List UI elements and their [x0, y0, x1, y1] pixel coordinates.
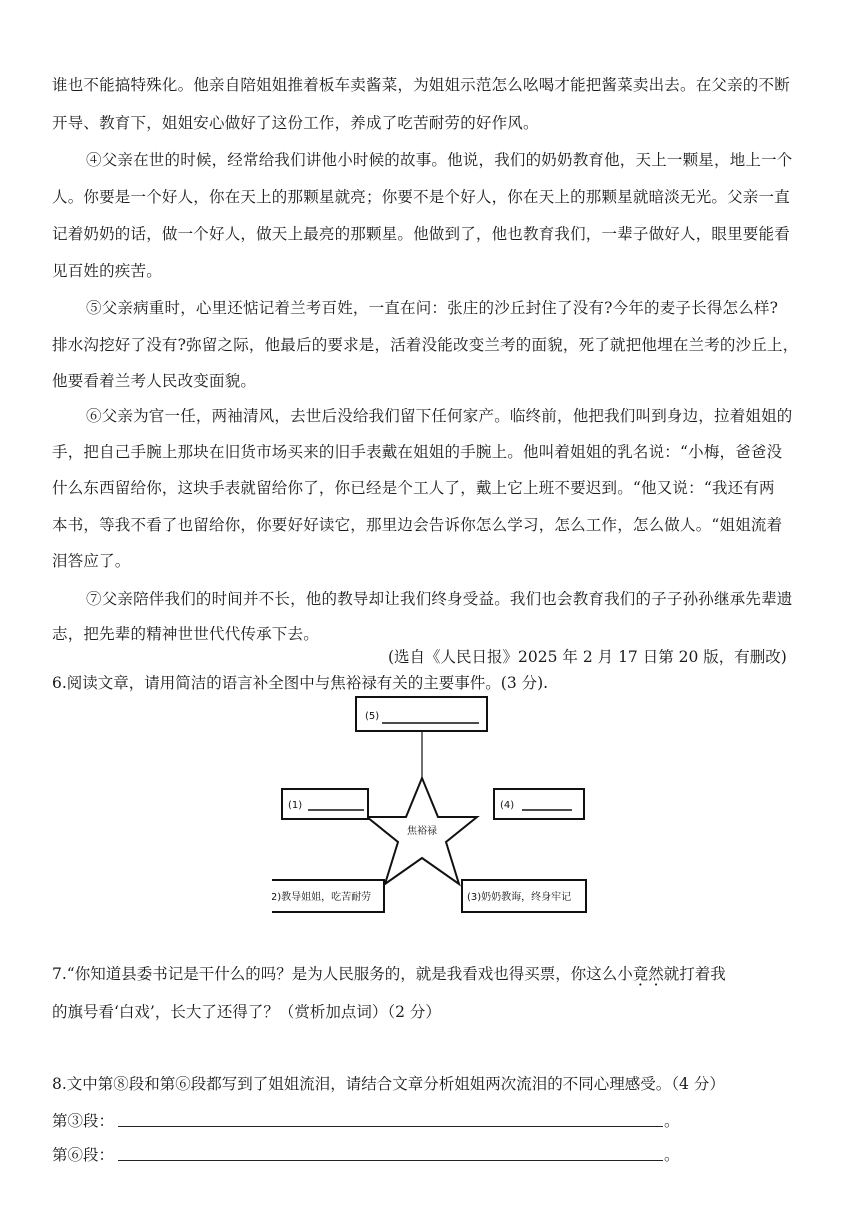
question-7-line2: 的旗号看‘白戏’，长大了还得了？（赏析加点词）（2 分）: [52, 1003, 441, 1021]
passage-line: ④父亲在世的时候，经常给我们讲他小时候的故事。他说，我们的奶奶教育他，天上一颗星，地上一个: [86, 151, 793, 169]
answer-end-2: 。: [664, 1146, 680, 1164]
dotted-word: 然: [648, 965, 664, 983]
question-8: 8.文中第⑧段和第⑥段都写到了姐姐流泪，请结合文章分析姐姐两次流泪的不同心理感受。（4 分）: [52, 1075, 725, 1093]
passage-line: 泪答应了。: [52, 552, 131, 570]
event-diagram: [272, 692, 592, 927]
passage-line: 记着奶奶的话，做一个好人，做天上最亮的那颗星。他做到了，他也教育我们，一辈子做好人，眼里要能看: [52, 225, 790, 243]
box-5-label: (5): [365, 711, 380, 722]
answer-end-1: 。: [664, 1112, 680, 1130]
question-6: 6.阅读文章，请用简洁的语言补全图中与焦裕禄有关的主要事件。(3 分).: [52, 674, 549, 692]
question-7-line1: [52, 962, 726, 984]
box-2-label: (2)教导姐姐，吃苦耐劳: [272, 892, 372, 903]
passage-line: ⑤父亲病重时，心里还惦记着兰考百姓，一直在问：张庄的沙丘封住了没有?今年的麦子长得怎么样?: [86, 299, 779, 317]
box-4-label: (4): [500, 800, 515, 811]
passage-line: 见百姓的疾苦。: [52, 262, 162, 280]
box-3-label: (3)奶奶教诲，终身牢记: [467, 892, 572, 903]
question-7-text: 就打着我: [663, 965, 726, 983]
passage-line: 什么东西留给你，这块手表就留给你了，你已经是个工人了，戴上它上班不要迟到。“他又说：“我还有两: [52, 479, 775, 497]
box-1-label: (1): [288, 800, 303, 811]
center-name: 焦裕禄: [407, 826, 437, 837]
passage-line: 本书，等我不看了也留给你，你要好好读它，那里边会告诉你怎么学习，怎么工作，怎么做人。“姐姐流着: [52, 516, 783, 534]
passage-line: ⑦父亲陪伴我们的时间并不长，他的教导却让我们终身受益。我们也会教育我们的子子孙孙继承先辈遗: [86, 590, 793, 608]
passage-line: 排水沟挖好了没有?弥留之际，他最后的要求是，活着没能改变兰考的面貌，死了就把他埋在兰考的沙丘上，: [52, 336, 799, 354]
answer-line-1[interactable]: [118, 1126, 663, 1127]
question-7-text: 7.“你知道县委书记是干什么的吗？是为人民服务的，就是我看戏也得买票，你这么小: [52, 965, 633, 983]
passage-line: 开导、教育下，姐姐安心做好了这份工作，养成了吃苦耐劳的好作风。: [52, 114, 539, 132]
answer-label-2: 第⑥段：: [52, 1146, 115, 1164]
answer-line-2[interactable]: [118, 1160, 663, 1161]
passage-line: 人。你要是一个好人，你在天上的那颗星就亮；你要不是个好人，你在天上的那颗星就暗淡无光。父亲一直: [52, 188, 790, 206]
passage-line: 他要看着兰考人民改变面貌。: [52, 372, 257, 390]
dotted-word: 竟: [632, 965, 649, 983]
answer-label-1: 第③段：: [52, 1112, 115, 1130]
passage-line: ⑥父亲为官一任，两袖清风，去世后没给我们留下任何家产。临终前，他把我们叫到身边，拉着姐姐的: [86, 407, 793, 425]
passage-line: 手，把自己手腕上那块在旧货市场买来的旧手表戴在姐姐的手腕上。他叫着姐姐的乳名说：“小梅，爸爸没: [52, 443, 783, 461]
passage-line: 谁也不能搞特殊化。他亲自陪姐姐推着板车卖酱菜，为姐姐示范怎么吆喝才能把酱菜卖出去。在父亲的不断: [52, 76, 790, 94]
passage-line: 志，把先辈的精神世世代代传承下去。: [52, 625, 319, 643]
source-citation: (选自《人民日报》2025 年 2 月 17 日第 20 版，有删改): [388, 648, 787, 666]
